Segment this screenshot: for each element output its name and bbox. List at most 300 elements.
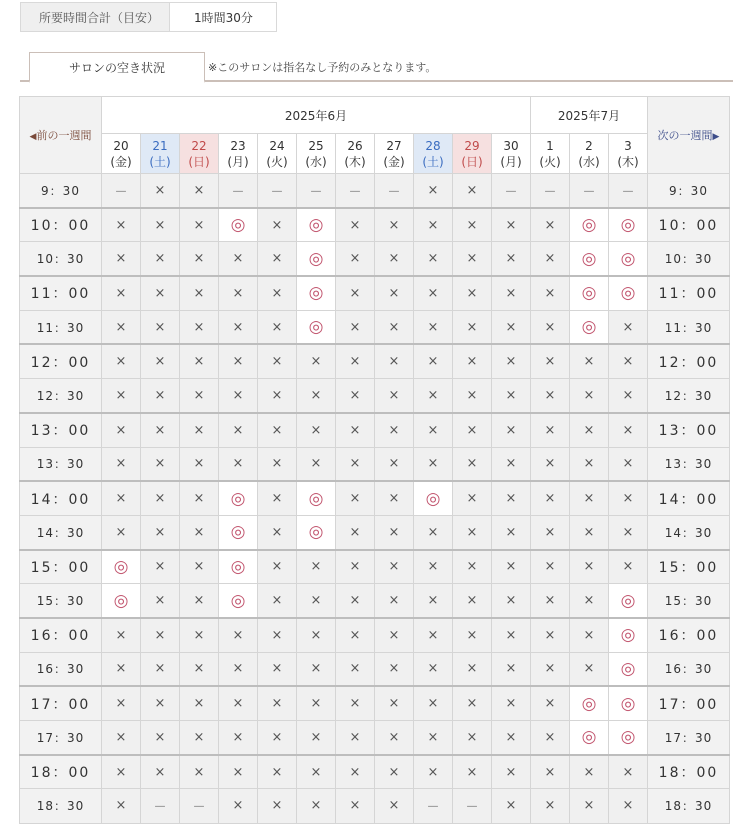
unavailable-slot: × [492,755,531,789]
unavailable-slot: × [102,208,141,242]
available-slot[interactable]: ◎ [609,242,648,276]
unavailable-slot: × [375,755,414,789]
unavailable-slot: × [492,652,531,686]
unavailable-slot: × [375,276,414,310]
unavailable-slot: × [375,584,414,618]
unavailable-slot: × [336,618,375,652]
unavailable-slot: × [141,515,180,549]
time-label: 13：30 [20,447,102,481]
time-label: 17：00 [20,686,102,720]
unavailable-slot: × [258,686,297,720]
available-slot[interactable]: ◎ [102,584,141,618]
unavailable-slot: × [453,515,492,549]
unavailable-slot: × [609,515,648,549]
unavailable-slot: × [375,344,414,378]
time-label: 15：30 [20,584,102,618]
available-slot[interactable]: ◎ [297,515,336,549]
unavailable-slot: × [414,686,453,720]
time-slot-row [20,379,730,413]
unavailable-slot: × [453,447,492,481]
time-label: 17：30 [648,721,730,755]
time-label: 15：00 [648,550,730,584]
unavailable-slot: × [180,686,219,720]
unavailable-slot: × [297,379,336,413]
unavailable-slot: × [453,208,492,242]
unavailable-slot: × [414,242,453,276]
unavailable-slot: × [258,413,297,447]
time-label: 15：00 [20,550,102,584]
available-slot[interactable]: ◎ [297,276,336,310]
unavailable-slot: × [336,344,375,378]
day-header [531,134,570,174]
time-label: 9：30 [648,174,730,208]
unavailable-slot: × [453,550,492,584]
time-slot-row [20,618,730,652]
available-slot[interactable]: ◎ [609,584,648,618]
chevron-left-icon: ◀ [29,132,37,142]
unavailable-slot: × [531,379,570,413]
unavailable-slot: × [492,686,531,720]
unavailable-slot: × [531,344,570,378]
available-slot[interactable]: ◎ [609,721,648,755]
unavailable-slot: × [180,379,219,413]
unavailable-slot: × [141,174,180,208]
unavailable-slot: × [414,413,453,447]
unavailable-slot: × [531,686,570,720]
day-of-week: (木) [617,154,639,169]
closed-slot: － [297,174,336,208]
day-of-week: (火) [539,154,561,169]
unavailable-slot: × [375,686,414,720]
unavailable-slot: × [531,208,570,242]
day-date: 30 [503,138,519,153]
unavailable-slot: × [258,755,297,789]
unavailable-slot: × [102,310,141,344]
duration-value: 1時間30分 [170,3,276,31]
closed-slot: － [492,174,531,208]
closed-slot: － [570,174,609,208]
unavailable-slot: × [453,413,492,447]
prev-week-label: 前の一週間 [36,129,92,142]
available-slot[interactable]: ◎ [219,550,258,584]
time-label: 16：30 [648,652,730,686]
unavailable-slot: × [258,208,297,242]
time-slot-row [20,789,730,823]
time-slot-row [20,686,730,720]
unavailable-slot: × [141,208,180,242]
available-slot[interactable]: ◎ [570,276,609,310]
tab-salon-availability[interactable]: サロンの空き状況 [29,52,205,83]
unavailable-slot: × [453,242,492,276]
day-header [336,134,375,174]
time-label: 16：30 [20,652,102,686]
unavailable-slot: × [102,242,141,276]
unavailable-slot: × [219,310,258,344]
closed-slot: － [375,174,414,208]
unavailable-slot: × [336,242,375,276]
unavailable-slot: × [570,447,609,481]
unavailable-slot: × [609,789,648,823]
time-label: 15：30 [648,584,730,618]
available-slot[interactable]: ◎ [102,550,141,584]
unavailable-slot: × [141,584,180,618]
unavailable-slot: × [375,789,414,823]
unavailable-slot: × [570,652,609,686]
day-header [219,134,258,174]
unavailable-slot: × [336,310,375,344]
unavailable-slot: × [492,584,531,618]
unavailable-slot: × [492,550,531,584]
available-slot[interactable]: ◎ [570,310,609,344]
day-header [609,134,648,174]
unavailable-slot: × [609,310,648,344]
unavailable-slot: × [375,208,414,242]
day-of-week: (木) [344,154,366,169]
day-of-week: (土) [422,154,444,169]
next-week-button[interactable] [648,97,730,174]
time-label: 9：30 [20,174,102,208]
unavailable-slot: × [180,276,219,310]
unavailable-slot: × [258,276,297,310]
unavailable-slot: × [258,789,297,823]
unavailable-slot: × [258,344,297,378]
closed-slot: － [258,174,297,208]
available-slot[interactable]: ◎ [297,208,336,242]
unavailable-slot: × [492,344,531,378]
unavailable-slot: × [492,481,531,515]
unavailable-slot: × [375,652,414,686]
unavailable-slot: × [492,242,531,276]
available-slot[interactable]: ◎ [609,208,648,242]
unavailable-slot: × [180,652,219,686]
unavailable-slot: × [531,755,570,789]
unavailable-slot: × [453,686,492,720]
unavailable-slot: × [219,276,258,310]
unavailable-slot: × [531,721,570,755]
time-label: 11：30 [20,310,102,344]
unavailable-slot: × [336,652,375,686]
day-date: 24 [269,138,285,153]
day-header [180,134,219,174]
closed-slot: － [141,789,180,823]
unavailable-slot: × [141,721,180,755]
unavailable-slot: × [102,413,141,447]
unavailable-slot: × [453,310,492,344]
unavailable-slot: × [102,652,141,686]
unavailable-slot: × [414,276,453,310]
day-of-week: (水) [305,154,327,169]
time-slot-row [20,721,730,755]
unavailable-slot: × [180,344,219,378]
time-slot-row [20,755,730,789]
time-label: 11：00 [20,276,102,310]
unavailable-slot: × [375,379,414,413]
unavailable-slot: × [414,618,453,652]
day-header [453,134,492,174]
time-label: 14：00 [648,481,730,515]
unavailable-slot: × [258,652,297,686]
day-of-week: (土) [149,154,171,169]
unavailable-slot: × [609,481,648,515]
available-slot[interactable]: ◎ [609,686,648,720]
time-slot-row [20,584,730,618]
unavailable-slot: × [531,652,570,686]
available-slot[interactable]: ◎ [297,242,336,276]
unavailable-slot: × [375,481,414,515]
day-header [141,134,180,174]
day-date: 2 [585,138,593,153]
time-label: 12：00 [20,344,102,378]
unavailable-slot: × [219,413,258,447]
unavailable-slot: × [141,755,180,789]
day-header [570,134,609,174]
unavailable-slot: × [141,242,180,276]
time-label: 16：00 [20,618,102,652]
available-slot[interactable]: ◎ [609,618,648,652]
unavailable-slot: × [180,447,219,481]
unavailable-slot: × [492,515,531,549]
unavailable-slot: × [453,584,492,618]
unavailable-slot: × [219,447,258,481]
available-slot[interactable]: ◎ [219,481,258,515]
unavailable-slot: × [297,755,336,789]
unavailable-slot: × [492,208,531,242]
time-label: 10：30 [648,242,730,276]
unavailable-slot: × [375,310,414,344]
unavailable-slot: × [102,618,141,652]
day-of-week: (日) [461,154,483,169]
unavailable-slot: × [375,721,414,755]
unavailable-slot: × [141,550,180,584]
unavailable-slot: × [258,310,297,344]
time-label: 10：00 [20,208,102,242]
day-of-week: (火) [266,154,288,169]
available-slot[interactable]: ◎ [219,584,258,618]
unavailable-slot: × [180,481,219,515]
unavailable-slot: × [219,242,258,276]
unavailable-slot: × [336,276,375,310]
unavailable-slot: × [297,413,336,447]
time-label: 12：30 [648,379,730,413]
closed-slot: － [609,174,648,208]
unavailable-slot: × [141,276,180,310]
unavailable-slot: × [336,481,375,515]
unavailable-slot: × [570,481,609,515]
unavailable-slot: × [102,721,141,755]
month-header: 2025年7月 [531,97,648,134]
day-of-week: (水) [578,154,600,169]
unavailable-slot: × [258,550,297,584]
unavailable-slot: × [219,686,258,720]
unavailable-slot: × [492,618,531,652]
day-of-week: (月) [500,154,522,169]
unavailable-slot: × [492,413,531,447]
unavailable-slot: × [609,344,648,378]
unavailable-slot: × [219,344,258,378]
time-label: 11：00 [648,276,730,310]
unavailable-slot: × [180,618,219,652]
time-slot-row [20,344,730,378]
unavailable-slot: × [453,174,492,208]
time-label: 13：00 [20,413,102,447]
day-header [297,134,336,174]
day-date: 27 [386,138,402,153]
unavailable-slot: × [258,515,297,549]
unavailable-slot: × [141,652,180,686]
day-of-week: (日) [188,154,210,169]
time-label: 14：00 [20,481,102,515]
unavailable-slot: × [570,755,609,789]
unavailable-slot: × [609,413,648,447]
day-of-week: (金) [383,154,405,169]
unavailable-slot: × [375,515,414,549]
time-label: 13：00 [648,413,730,447]
unavailable-slot: × [531,447,570,481]
unavailable-slot: × [453,344,492,378]
unavailable-slot: × [180,208,219,242]
time-slot-row [20,481,730,515]
available-slot[interactable]: ◎ [219,515,258,549]
unavailable-slot: × [414,550,453,584]
closed-slot: － [180,789,219,823]
closed-slot: － [219,174,258,208]
tab-note: ※このサロンは指名なし予約のみとなります。 [208,61,437,74]
unavailable-slot: × [141,618,180,652]
unavailable-slot: × [297,550,336,584]
unavailable-slot: × [258,242,297,276]
time-label: 11：30 [648,310,730,344]
time-slot-row [20,550,730,584]
chevron-right-icon: ▶ [712,132,720,142]
unavailable-slot: × [531,618,570,652]
time-slot-row [20,276,730,310]
unavailable-slot: × [219,721,258,755]
time-label: 12：30 [20,379,102,413]
unavailable-slot: × [297,652,336,686]
time-label: 16：00 [648,618,730,652]
time-slot-row [20,208,730,242]
unavailable-slot: × [141,686,180,720]
availability-table [19,96,730,824]
available-slot[interactable]: ◎ [219,208,258,242]
unavailable-slot: × [219,618,258,652]
unavailable-slot: × [180,174,219,208]
available-slot[interactable]: ◎ [570,208,609,242]
unavailable-slot: × [297,686,336,720]
unavailable-slot: × [336,789,375,823]
unavailable-slot: × [492,721,531,755]
day-date: 1 [546,138,554,153]
time-label: 12：00 [648,344,730,378]
unavailable-slot: × [414,721,453,755]
time-label: 14：30 [20,515,102,549]
unavailable-slot: × [492,310,531,344]
duration-label: 所要時間合計（目安） [21,3,170,31]
unavailable-slot: × [141,413,180,447]
prev-week-button[interactable] [20,97,102,174]
unavailable-slot: × [531,550,570,584]
unavailable-slot: × [570,789,609,823]
unavailable-slot: × [297,584,336,618]
unavailable-slot: × [453,276,492,310]
available-slot[interactable]: ◎ [570,242,609,276]
unavailable-slot: × [414,584,453,618]
unavailable-slot: × [375,550,414,584]
day-date: 22 [191,138,207,153]
available-slot[interactable]: ◎ [570,686,609,720]
unavailable-slot: × [102,344,141,378]
day-date: 20 [113,138,129,153]
day-date: 21 [152,138,168,153]
unavailable-slot: × [414,755,453,789]
unavailable-slot: × [102,686,141,720]
unavailable-slot: × [141,310,180,344]
unavailable-slot: × [336,755,375,789]
available-slot[interactable]: ◎ [414,481,453,515]
unavailable-slot: × [180,242,219,276]
unavailable-slot: × [414,174,453,208]
time-slot-row [20,652,730,686]
unavailable-slot: × [258,721,297,755]
unavailable-slot: × [141,481,180,515]
unavailable-slot: × [141,344,180,378]
day-date: 25 [308,138,324,153]
closed-slot: － [336,174,375,208]
day-of-week: (金) [110,154,132,169]
available-slot[interactable]: ◎ [609,276,648,310]
available-slot[interactable]: ◎ [609,652,648,686]
unavailable-slot: × [258,481,297,515]
time-label: 18：30 [648,789,730,823]
unavailable-slot: × [570,550,609,584]
unavailable-slot: × [570,515,609,549]
unavailable-slot: × [414,515,453,549]
unavailable-slot: × [297,789,336,823]
unavailable-slot: × [102,276,141,310]
time-label: 18：00 [20,755,102,789]
unavailable-slot: × [336,550,375,584]
unavailable-slot: × [180,413,219,447]
unavailable-slot: × [297,618,336,652]
day-header [375,134,414,174]
unavailable-slot: × [570,618,609,652]
closed-slot: － [414,789,453,823]
unavailable-slot: × [414,344,453,378]
duration-summary [20,2,277,32]
unavailable-slot: × [336,584,375,618]
unavailable-slot: × [570,413,609,447]
unavailable-slot: × [531,242,570,276]
time-label: 10：00 [648,208,730,242]
unavailable-slot: × [102,755,141,789]
available-slot[interactable]: ◎ [297,481,336,515]
unavailable-slot: × [609,755,648,789]
unavailable-slot: × [375,242,414,276]
unavailable-slot: × [336,515,375,549]
time-label: 13：30 [648,447,730,481]
unavailable-slot: × [102,379,141,413]
unavailable-slot: × [570,584,609,618]
time-label: 17：00 [648,686,730,720]
unavailable-slot: × [492,379,531,413]
unavailable-slot: × [414,447,453,481]
available-slot[interactable]: ◎ [570,721,609,755]
unavailable-slot: × [453,652,492,686]
unavailable-slot: × [609,550,648,584]
closed-slot: － [102,174,141,208]
time-label: 14：30 [648,515,730,549]
available-slot[interactable]: ◎ [297,310,336,344]
